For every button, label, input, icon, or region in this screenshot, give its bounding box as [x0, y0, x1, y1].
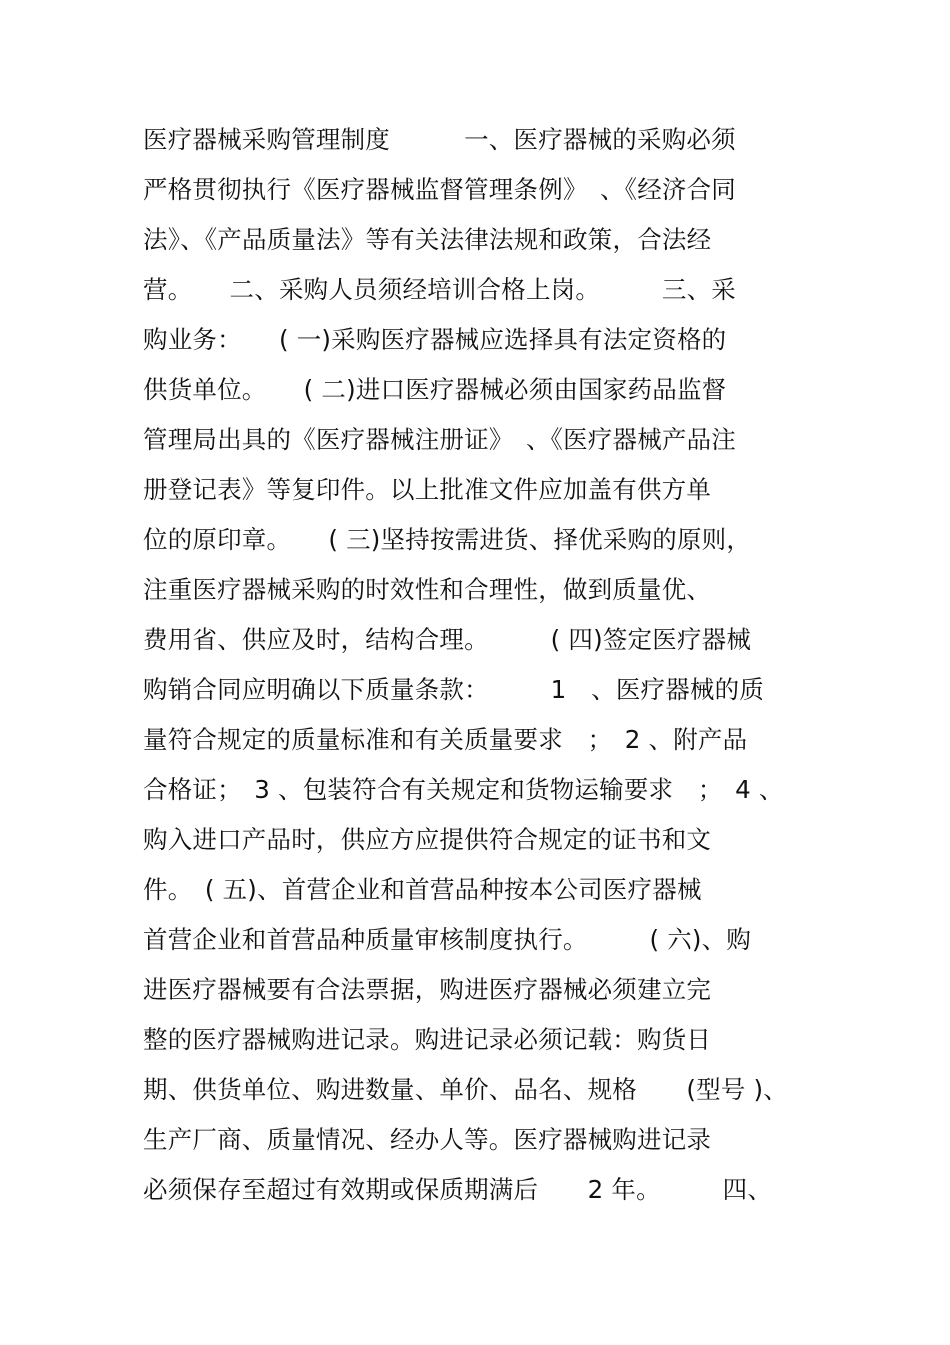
text-line: 购销合同应明确以下质量条款： 1 、医疗器械的质	[143, 675, 765, 704]
text-line: 册登记表》等复印件。以上批准文件应加盖有供方单	[143, 475, 712, 504]
text-line: 医疗器械采购管理制度 一、医疗器械的采购必须	[143, 125, 736, 154]
text-line: 进医疗器械要有合法票据，购进医疗器械必须建立完	[143, 975, 712, 1004]
text-line: 营。 二、采购人员须经培训合格上岗。 三、采	[143, 275, 736, 304]
text-line: 管理局出具的《医疗器械注册证》 、《医疗器械产品注	[143, 425, 736, 454]
text-line: 首营企业和首营品种质量审核制度执行。 ( 六)、购	[143, 925, 752, 954]
text-line: 期、供货单位、购进数量、单价、品名、规格 (型号 )、	[143, 1075, 789, 1104]
text-line: 注重医疗器械采购的时效性和合理性，做到质量优、	[143, 575, 712, 604]
text-line: 购业务： ( 一)采购医疗器械应选择具有法定资格的	[143, 325, 727, 354]
text-line: 费用省、供应及时，结构合理。 ( 四)签定医疗器械	[143, 625, 752, 654]
text-line: 必须保存至超过有效期或保质期满后 2 年。 四、	[143, 1175, 773, 1204]
text-line: 购入进口产品时，供应方应提供符合规定的证书和文	[143, 825, 712, 854]
text-line: 法》、《产品质量法》等有关法律法规和政策，合法经	[143, 225, 712, 254]
text-line: 位的原印章。 ( 三)坚持按需进货、择优采购的原则，	[143, 525, 752, 554]
text-line: 生产厂商、质量情况、经办人等。医疗器械购进记录	[143, 1125, 712, 1154]
text-line: 严格贯彻执行《医疗器械监督管理条例》 、《经济合同	[143, 175, 736, 204]
text-line: 整的医疗器械购进记录。购进记录必须记载：购货日	[143, 1025, 712, 1054]
text-line: 合格证； 3 、包装符合有关规定和货物运输要求 ； 4 、	[143, 775, 784, 804]
text-line: 供货单位。 ( 二)进口医疗器械必须由国家药品监督	[143, 375, 727, 404]
text-line: 件。 ( 五)、首营企业和首营品种按本公司医疗器械	[143, 875, 702, 904]
text-line: 量符合规定的质量标准和有关质量要求 ； 2 、附产品	[143, 725, 748, 754]
